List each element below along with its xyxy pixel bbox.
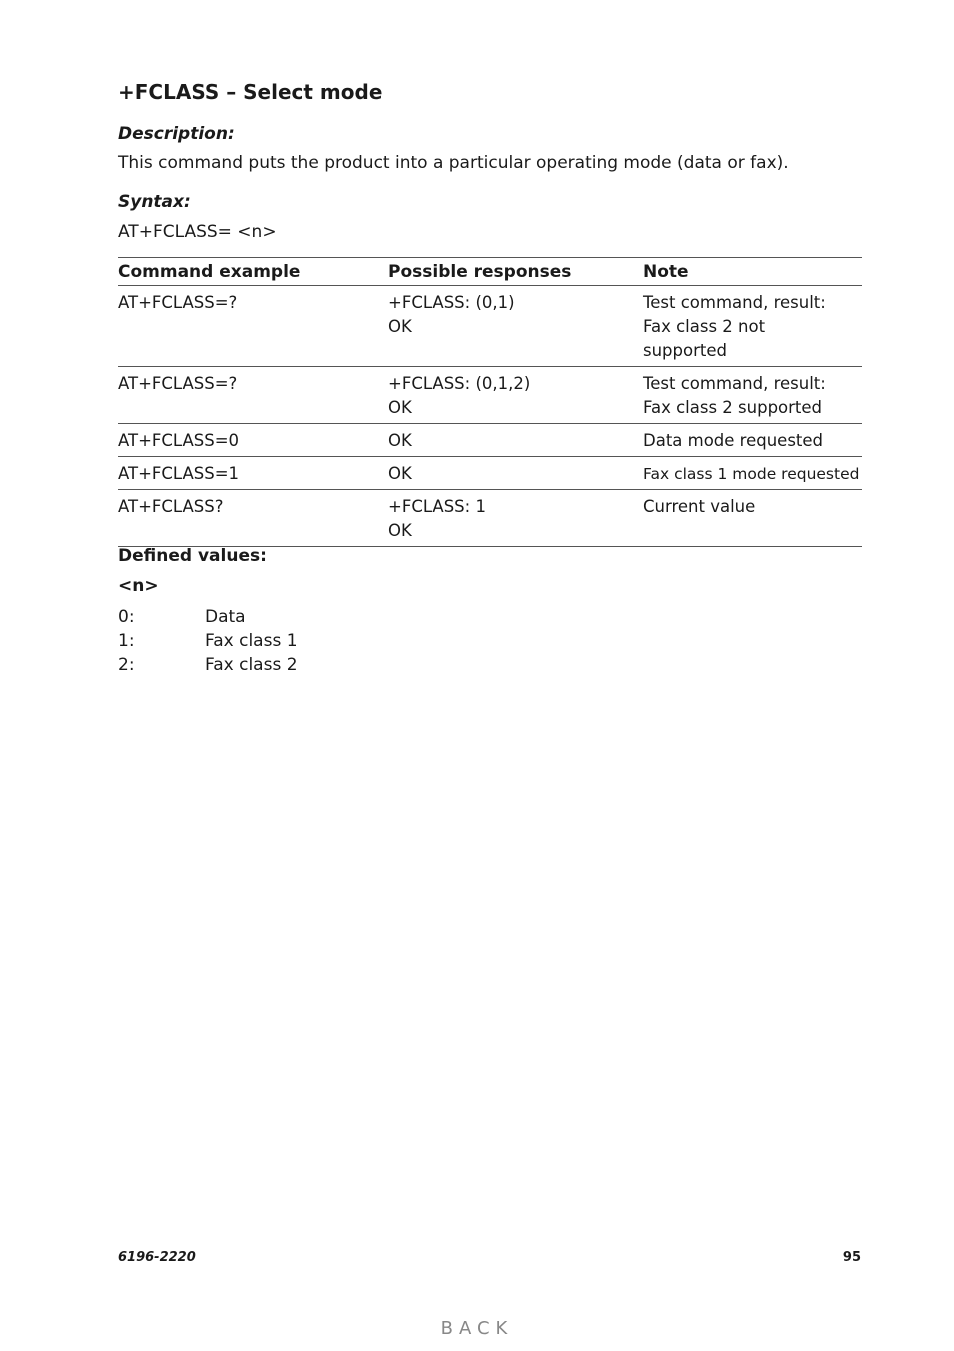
section-title: +FCLASS – Select mode: [118, 80, 383, 104]
cell-note: Fax class 1 mode requested: [643, 465, 860, 483]
value-description: Fax class 1: [205, 631, 298, 651]
value-key: 2:: [118, 655, 135, 675]
cell-note: Test command, result: Fax class 2 not supported: [643, 293, 826, 360]
table-row: [118, 286, 862, 367]
cell-command: AT+FCLASS?: [118, 497, 224, 516]
command-table: [118, 257, 862, 547]
cell-response: +FCLASS: (0,1) OK: [388, 293, 515, 336]
header-note: Note: [643, 262, 689, 282]
cell-command: AT+FCLASS=0: [118, 431, 240, 450]
header-possible-responses: Possible responses: [388, 262, 572, 282]
cell-command: AT+FCLASS=?: [118, 374, 238, 393]
cell-note: Test command, result: Fax class 2 supported: [643, 374, 826, 417]
value-description: Fax class 2: [205, 655, 298, 675]
defined-values-label: Defined values:: [118, 546, 267, 566]
description-label: Description:: [118, 124, 235, 144]
cell-note: Data mode requested: [643, 431, 824, 450]
cell-command: AT+FCLASS=?: [118, 293, 238, 312]
list-item: [118, 653, 298, 677]
cell-response: OK: [388, 431, 412, 450]
table-row: [118, 367, 862, 424]
description-text: This command puts the product into a particular operating mode (data or fax).: [118, 153, 789, 173]
header-command-example: Command example: [118, 262, 301, 282]
value-key: 0:: [118, 607, 135, 627]
page-number: 95: [842, 1250, 861, 1265]
table-row: [118, 490, 862, 546]
document-number: 6196-2220: [118, 1250, 196, 1265]
parameter-name: <n>: [118, 576, 159, 596]
back-link[interactable]: BACK: [440, 1318, 514, 1339]
value-description: Data: [205, 607, 246, 627]
cell-response: +FCLASS: 1 OK: [388, 497, 486, 540]
cell-note: Current value: [643, 497, 756, 516]
cell-command: AT+FCLASS=1: [118, 464, 240, 483]
table-row: [118, 457, 862, 490]
list-item: [118, 629, 298, 653]
cell-response: +FCLASS: (0,1,2) OK: [388, 374, 531, 417]
syntax-label: Syntax:: [118, 192, 191, 212]
syntax-text: AT+FCLASS= <n>: [118, 222, 277, 242]
list-item: [118, 605, 298, 629]
cell-response: OK: [388, 464, 412, 483]
table-row: [118, 424, 862, 457]
table-header-row: [118, 258, 862, 286]
defined-values-list: [118, 605, 298, 677]
value-key: 1:: [118, 631, 135, 651]
